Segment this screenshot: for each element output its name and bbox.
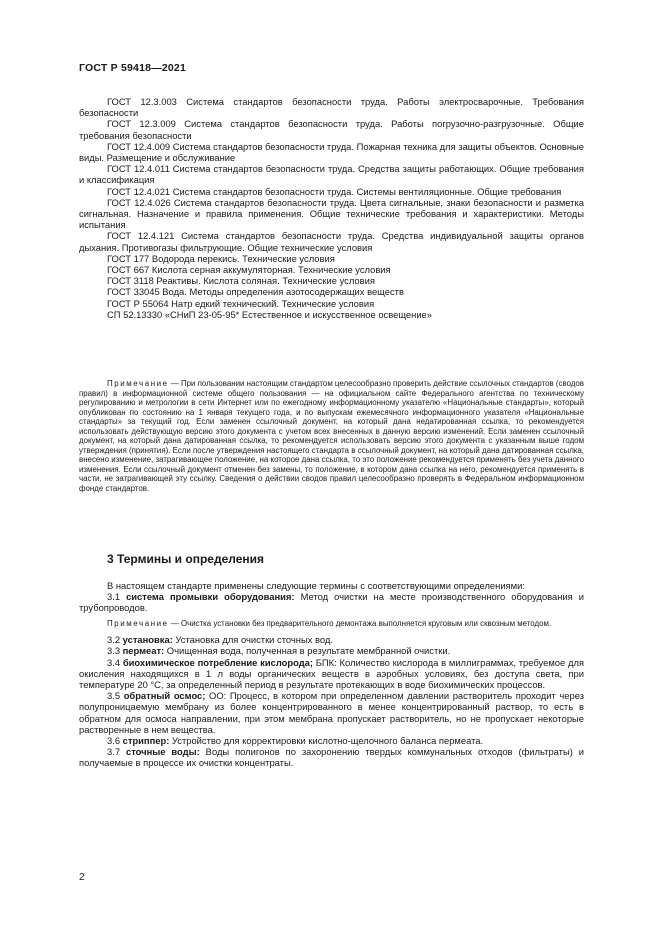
term-number: 3.7 (107, 746, 126, 758)
term-entry (79, 657, 584, 691)
term-entry (79, 645, 584, 656)
section-intro: В настоящем стандарте применены следующие термины с соответствующими определениями: (107, 580, 525, 591)
term-entry (79, 591, 584, 613)
term-number: 3.5 (107, 690, 124, 702)
document-header-id: ГОСТ Р 59418—2021 (79, 62, 187, 74)
term-definition: Устройство для корректировки кислотно-щелочного баланса пермеата. (169, 735, 484, 747)
term-definition: Очищенная вода, полученная в результате мембранной очистки. (164, 645, 451, 657)
term-name: стриппер: (122, 735, 170, 747)
term-number: 3.1 (107, 591, 127, 603)
reference-item: ГОСТ 12.4.009 Система стандартов безопасности труда. Пожарная техника для защиты объектов. Основные виды. Размещение и обслуживание (79, 140, 584, 164)
term-entry (79, 735, 584, 746)
reference-item: ГОСТ 667 Кислота серная аккумуляторная. Технические условия (107, 264, 391, 276)
reference-item: ГОСТ 12.3.009 Система стандартов безопасности труда. Работы погрузочно-разгрузочные. Общие требования безопасности (79, 118, 584, 141)
terms-section-body (79, 580, 584, 769)
term-definition: Метод очистки на месте производственного оборудования и трубопроводов. (79, 591, 585, 614)
term-definition: БПК: Количество кислорода в миллиграммах, требуемое для окисления находящихся в 1 л воды органических веществ в аэробных условиях, без доступа света, при температуре 20 °С, за определенный период в результате протекающих в воде биохимических процессов. (79, 656, 584, 691)
normative-references-list (79, 96, 584, 320)
term-number: 3.3 (107, 645, 123, 657)
term-entry (79, 634, 584, 645)
note-text: — При пользовании настоящим стандартом целесообразно проверить действие ссылочных стандартов (сводов правил) в информационной системе общего пользования — на официальном сайте Федерального агентства по техническому регулированию и метрологии в сети Интернет или по ежегодному информационному указателю «Национальные стандарты», который опубликован по состоянию на 1 января текущего года, и по выпускам ежемесячного информационного указателя «Национальные стандарты» за текущий год. Если заменен ссылочный документ, на который дана недатированная ссылка, то рекомендуется использовать действующую версию этого документа с учетом всех внесенных в данную версию изменений. Если заменен ссылочный документ, на который дана датированная ссылка, то рекомендуется использовать версию этого документа с указанным выше годом утверждения (принятия). Если после утверждения настоящего стандарта в ссылочный документ, на который дана датированная ссылка, внесено изменение, затрагивающее положение, на которое дана ссылка, то это положение рекомендуется применять без учета данного изменения. Если ссылочный документ отменен без замены, то положение, в котором дана ссылка на него, рекомендуется применять в части, не затрагивающей эту ссылку. Сведения о действии сводов правил целесообразно проверять в Федеральном информационном фонде стандартов. (79, 379, 584, 494)
term-name: система промывки оборудования: (126, 591, 295, 603)
term-number: 3.6 (107, 735, 123, 747)
reference-item: ГОСТ Р 55064 Натр едкий технический. Технические условия (107, 297, 375, 309)
reference-item: ГОСТ 177 Водорода перекись. Технические условия (107, 252, 335, 264)
note-text: — Очистка установки без предварительного демонтажа выполняется круговым или сквозным методом. (168, 618, 552, 628)
term-definition: Установка для очистки сточных вод. (172, 634, 333, 646)
term-entry (79, 746, 584, 768)
reference-item: ГОСТ 12.4.121 Система стандартов безопасности труда. Средства индивидуальной защиты органов дыхания. Противогазы фильтрующие. Общие технические условия (79, 230, 584, 253)
term-note (79, 619, 584, 629)
term-definition: ОО: Процесс, в котором при определенном давлении растворитель проходит через полупроницаемую мембрану из более концентрированного в менее концентрированный раствор, то есть в обратном для осмоса направлении, при этом мембрана пропускает растворитель, но не пропускает некоторые растворенные в нем вещества. (79, 690, 585, 735)
reference-item: ГОСТ 12.4.011 Система стандартов безопасности труда. Средства защиты работающих. Общие требования и классификация (79, 163, 584, 186)
reference-item: ГОСТ 33045 Вода. Методы определения азотосодержащих веществ (107, 286, 404, 298)
reference-item: ГОСТ 12.4.026 Система стандартов безопасности труда. Цвета сигнальные, знаки безопасности и разметка сигнальная. Назначение и правила применения. Общие технические требования и характеристики. Методы испытания (79, 196, 584, 231)
term-name: биохимическое потребление кислорода; (122, 656, 313, 668)
page-number: 2 (79, 872, 85, 883)
term-name: установка: (122, 634, 173, 646)
references-note (79, 379, 584, 494)
reference-item: ГОСТ 3118 Реактивы. Кислота соляная. Технические условия (107, 275, 375, 287)
term-number: 3.2 (107, 634, 123, 646)
note-label: Примечание (107, 379, 169, 388)
term-name: обратный осмос; (123, 690, 206, 702)
term-name: сточные воды: (125, 746, 200, 758)
section-title: 3 Термины и определения (107, 552, 265, 566)
term-entry (79, 690, 584, 735)
term-number: 3.4 (107, 656, 123, 668)
term-name: пермеат: (122, 645, 165, 657)
term-definition: Воды полигонов по захоронению твердых коммунальных отходов (фильтраты) и получаемые в процессе их очистки концентраты. (79, 746, 584, 769)
reference-item: ГОСТ 12.3.003 Система стандартов безопасности труда. Работы электросварочные. Требования безопасности (79, 96, 584, 119)
reference-item: СП 52.13330 «СНиП 23-05-95* Естественное и искусственное освещение» (107, 308, 432, 320)
note-label: Примечание (107, 618, 169, 628)
reference-item: ГОСТ 12.4.021 Система стандартов безопасности труда. Системы вентиляционные. Общие требования (107, 185, 562, 197)
